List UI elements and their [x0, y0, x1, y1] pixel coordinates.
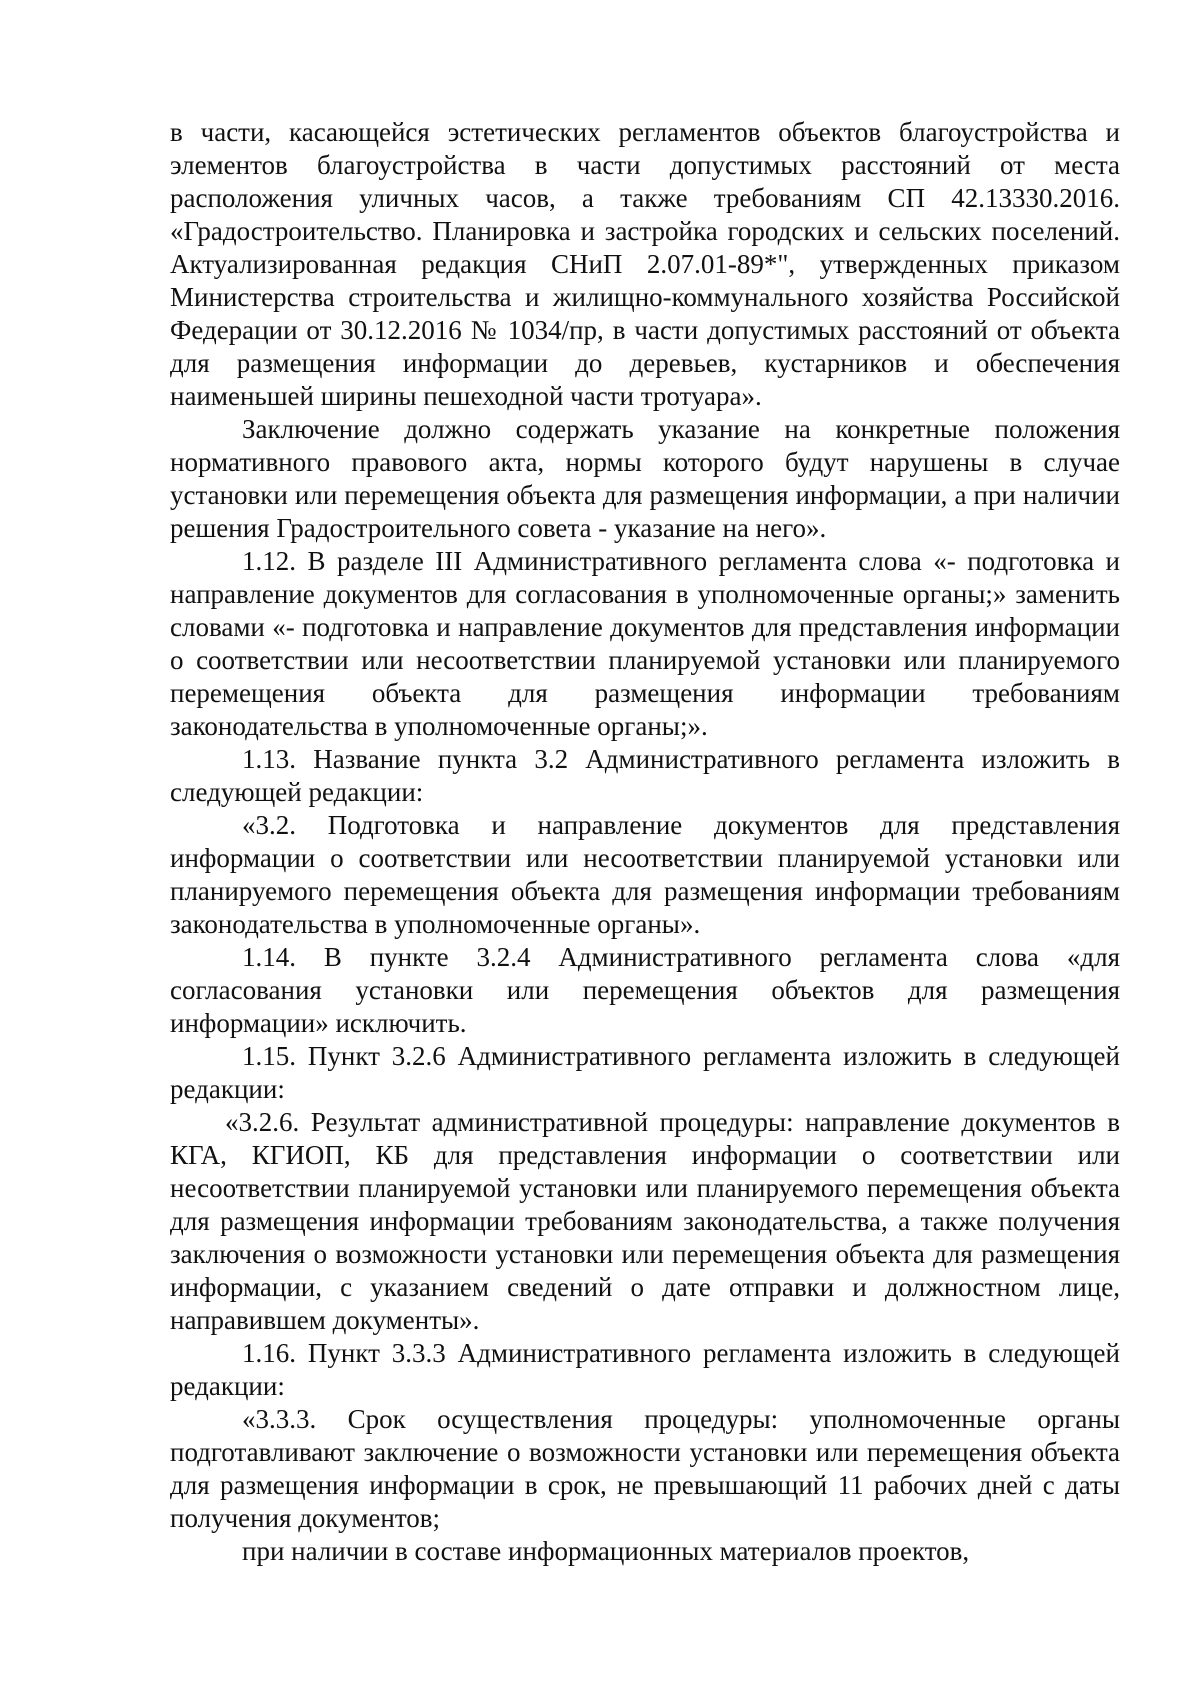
paragraph-item-1-15: 1.15. Пункт 3.2.6 Административного регламента изложить в следующей редакции: [170, 1041, 1120, 1104]
paragraph-continuation: в части, касающейся эстетических регламентов объектов благоустройства и элементов благоустройства в части допустимых расстояний от места расположения уличных часов, а также требованиям СП 42.13330.2016. «Градостроительство. Планировка и застройка городских и сельских поселений. Актуализированная редакция СНиП 2.07.01-89*", утвержденных приказом Министерства строительства и жилищно-коммунального хозяйства Российской Федерации от 30.12.2016 № 1034/пр, в части допустимых расстояний от объекта для размещения информации до деревьев, кустарников и обеспечения наименьшей ширины пешеходной части тротуара». [170, 117, 1120, 411]
document-body [170, 116, 1120, 1568]
paragraph-conclusion-requirement: Заключение должно содержать указание на конкретные положения нормативного правового акта, нормы которого будут нарушены в случае установки или перемещения объекта для размещения информации, а при наличии решения Градостроительного совета - указание на него». [170, 414, 1120, 543]
paragraph-item-3-2-6-text: «3.2.6. Результат административной процедуры: направление документов в КГА, КГИОП, КБ для представления информации о соответствии или несоответствии планируемой установки или планируемого перемещения объекта для размещения информации требованиям законодательства, а также получения заключения о возможности установки или перемещения объекта для размещения информации, с указанием сведений о дате отправки и должностном лице, направившем документы». [170, 1107, 1120, 1335]
paragraph-item-1-16: 1.16. Пункт 3.3.3 Административного регламента изложить в следующей редакции: [170, 1338, 1120, 1401]
paragraph-item-3-2-text: «3.2. Подготовка и направление документов для представления информации о соответствии или несоответствии планируемой установки или планируемого перемещения объекта для размещения информации требованиям законодательства в уполномоченные органы». [170, 810, 1120, 939]
paragraph-item-3-3-3-text: «3.3.3. Срок осуществления процедуры: уполномоченные органы подготавливают заключение о возможности установки или перемещения объекта для размещения информации в срок, не превышающий 11 рабочих дней с даты получения документов; [170, 1404, 1120, 1533]
paragraph-trailing: при наличии в составе информационных материалов проектов, [242, 1536, 970, 1566]
paragraph-item-1-14: 1.14. В пункте 3.2.4 Административного регламента слова «для согласования установки или перемещения объектов для размещения информации» исключить. [170, 942, 1120, 1038]
paragraph-item-1-13: 1.13. Название пункта 3.2 Административного регламента изложить в следующей редакции: [170, 744, 1120, 807]
paragraph-item-1-12: 1.12. В разделе III Административного регламента слова «- подготовка и направление документов для согласования в уполномоченные органы;» заменить словами «- подготовка и направление документов для представления информации о соответствии или несоответствии планируемой установки или планируемого перемещения объекта для размещения информации требованиям законодательства в уполномоченные органы;». [170, 546, 1120, 741]
